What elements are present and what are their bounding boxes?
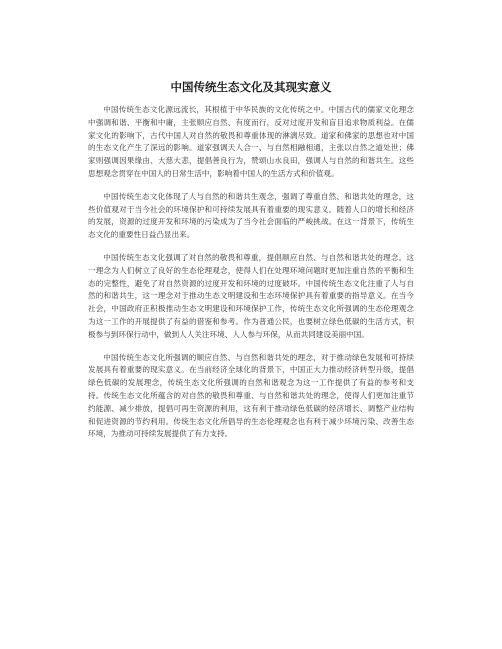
paragraph-2: 中国传统生态文化体现了人与自然的和谐共生观念，强调了尊重自然、和谐共处的理念，这些价值观对于当今社会的环境保护和可持续发展具有着重要的现实意义。随着人口的增长和经济的发展，资源的过度开发和环境的污染成为了当今社会面临的严峻挑战。在这一背景下，传统生态文化的重要性日益凸显出来。 — [88, 191, 414, 240]
paragraph-1: 中国传统生态文化源远流长，其根植于中华民族的文化传统之中。中国古代的儒家文化理念中强调和谐、平衡和中庸，主张顺应自然、有度而行，反对过度开发和盲目追求物质利益。在儒家文化的影响下，古代中国人对自然的敬畏和尊重体现的淋漓尽致。道家和佛家的思想也对中国的生态文化产生了深远的影响。道家强调天人合一、与自然相融相通，主张以自然之道处世；佛家则强调因果缘由、大慈大悲，提倡善良行为，赞颂山水良田，强调人与自然的和谐共生。这些思想观念贯穿在中国人的日常生活中，影响着中国人的生活方式和价值观。 — [88, 105, 414, 178]
document-body — [88, 104, 414, 451]
paragraph-3: 中国传统生态文化强调了对自然的敬畏和尊重，提倡顺应自然、与自然和谐共处的理念。这一理念为人们树立了良好的生态伦理观念，使得人们在处理环境问题时更加注重自然的平衡和生态的完整性，避免了对自然资源的过度开发和环境的过度破坏。中国传统生态文化注重了人与自然的和谐共生，这一理念对于推动生态文明建设和生态环境保护具有着重要的指导意义。在当今社会，中国政府正积极推动生态文明建设和环境保护工作，传统生态文化所强调的生态伦理观念为这一工作的开展提供了有益的借鉴和参考。作为普通公民，也要树立绿色低碳的生活方式，积极参与到环保行动中，做到人人关注环境、人人参与环保，从而共同建设美丽中国。 — [88, 252, 414, 339]
document-title: 中国传统生态文化及其现实意义 — [170, 80, 332, 94]
paragraph-4: 中国传统生态文化所强调的顺应自然、与自然和谐共处的理念，对于推动绿色发展和可持续发展具有着重要的现实意义。在当前经济全球化的背景下，中国正大力推动经济转型升级，提倡绿色低碳的发展理念，传统生态文化所强调的自然和谐观念为这一工作提供了有益的参考和支持。传统生态文化所蕴含的对自然的敬畏和尊重、与自然和谐共处的理念，使得人们更加注重节约能源、减少排放，提倡可再生资源的利用，这有利于推动绿色低碳的经济增长、调整产业结构和促进资源的节约利用。传统生态文化所倡导的生态伦理观念也有利于减少环境污染、改善生态环境，为推动可持续发展提供了有力支持。 — [88, 352, 414, 439]
